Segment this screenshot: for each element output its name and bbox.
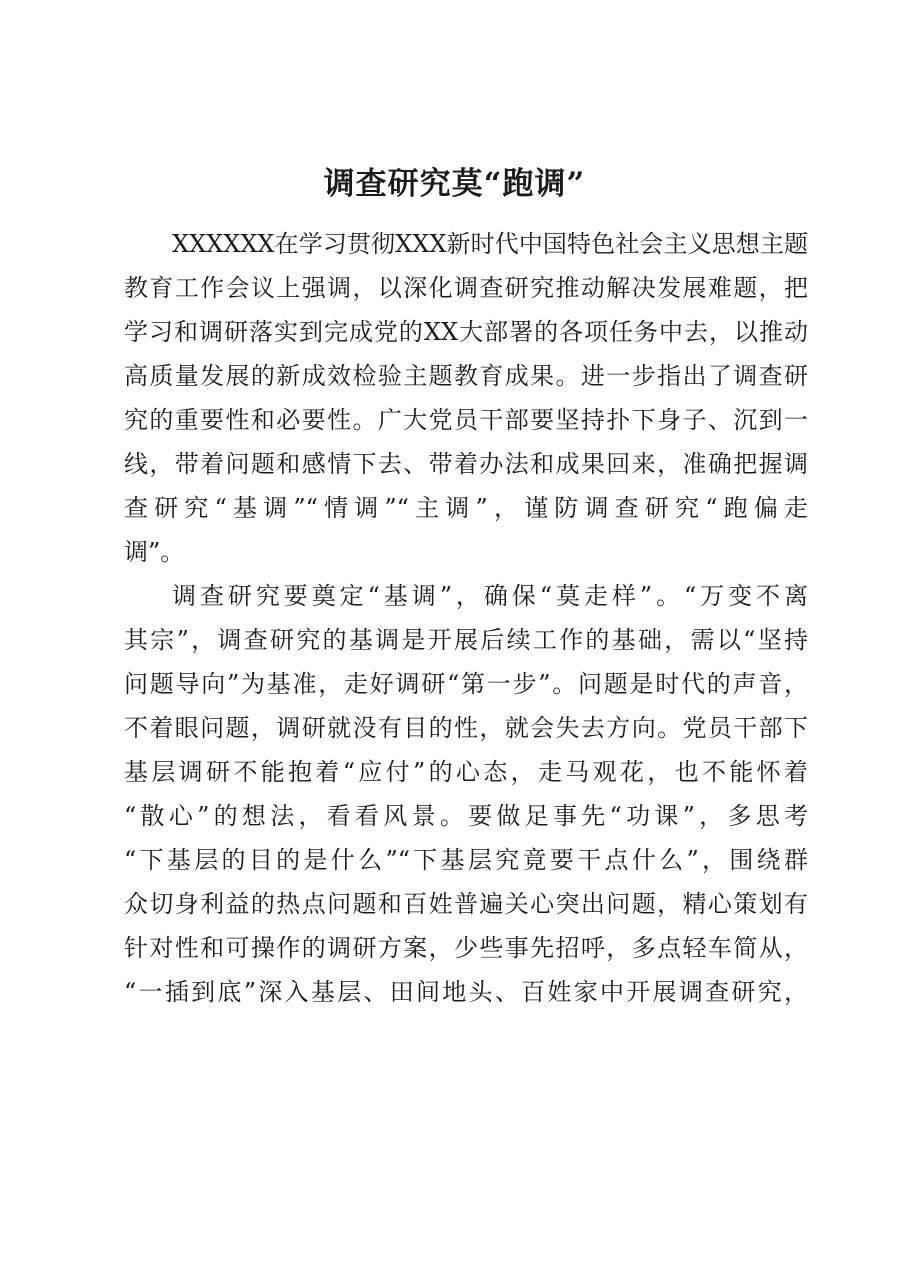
paragraph xyxy=(124,222,808,574)
paragraph-line: 调”。 xyxy=(124,538,185,566)
paragraph-line: “一插到底”深入基层、田间地头、百姓家中开展调查研究， xyxy=(124,978,808,1006)
document-title: 调查研究莫“跑调” xyxy=(323,166,586,202)
paragraph-line: 学习和调研落实到完成党的XX大部署的各项任务中去，以推动 xyxy=(124,318,808,346)
document-body xyxy=(124,222,808,1014)
paragraph-line: 高质量发展的新成效检验主题教育成果。进一步指出了调查研 xyxy=(124,362,808,390)
paragraph-line: “散心”的想法，看看风景。要做足事先“功课”，多思考 xyxy=(124,802,808,830)
paragraph-line: 究的重要性和必要性。广大党员干部要坚持扑下身子、沉到一 xyxy=(124,406,808,434)
paragraph-line: 教育工作会议上强调，以深化调查研究推动解决发展难题，把 xyxy=(124,274,808,302)
paragraph-line: 查研究“基调”“情调”“主调”，谨防调查研究“跑偏走 xyxy=(124,494,808,522)
paragraph-line: 不着眼问题，调研就没有目的性，就会失去方向。党员干部下 xyxy=(124,714,808,742)
paragraph-line: 基层调研不能抱着“应付”的心态，走马观花，也不能怀着 xyxy=(124,758,808,786)
paragraph-line: 针对性和可操作的调研方案，少些事先招呼，多点轻车简从， xyxy=(124,934,808,962)
paragraph-line: 线，带着问题和感情下去、带着办法和成果回来，准确把握调 xyxy=(124,450,808,478)
paragraph-line: XXXXXX在学习贯彻XXX新时代中国特色社会主义思想主题 xyxy=(172,230,808,258)
paragraph-line: 调查研究要奠定“基调”，确保“莫走样”。“万变不离 xyxy=(172,582,808,610)
paragraph xyxy=(124,574,808,1014)
paragraph-line: “下基层的目的是什么”“下基层究竟要干点什么”，围绕群 xyxy=(124,846,808,874)
paragraph-line: 众切身利益的热点问题和百姓普遍关心突出问题，精心策划有 xyxy=(124,890,808,918)
paragraph-line: 问题导向”为基准，走好调研“第一步”。问题是时代的声音， xyxy=(124,670,808,698)
paragraph-line: 其宗”，调查研究的基调是开展后续工作的基础，需以“坚持 xyxy=(124,626,808,654)
